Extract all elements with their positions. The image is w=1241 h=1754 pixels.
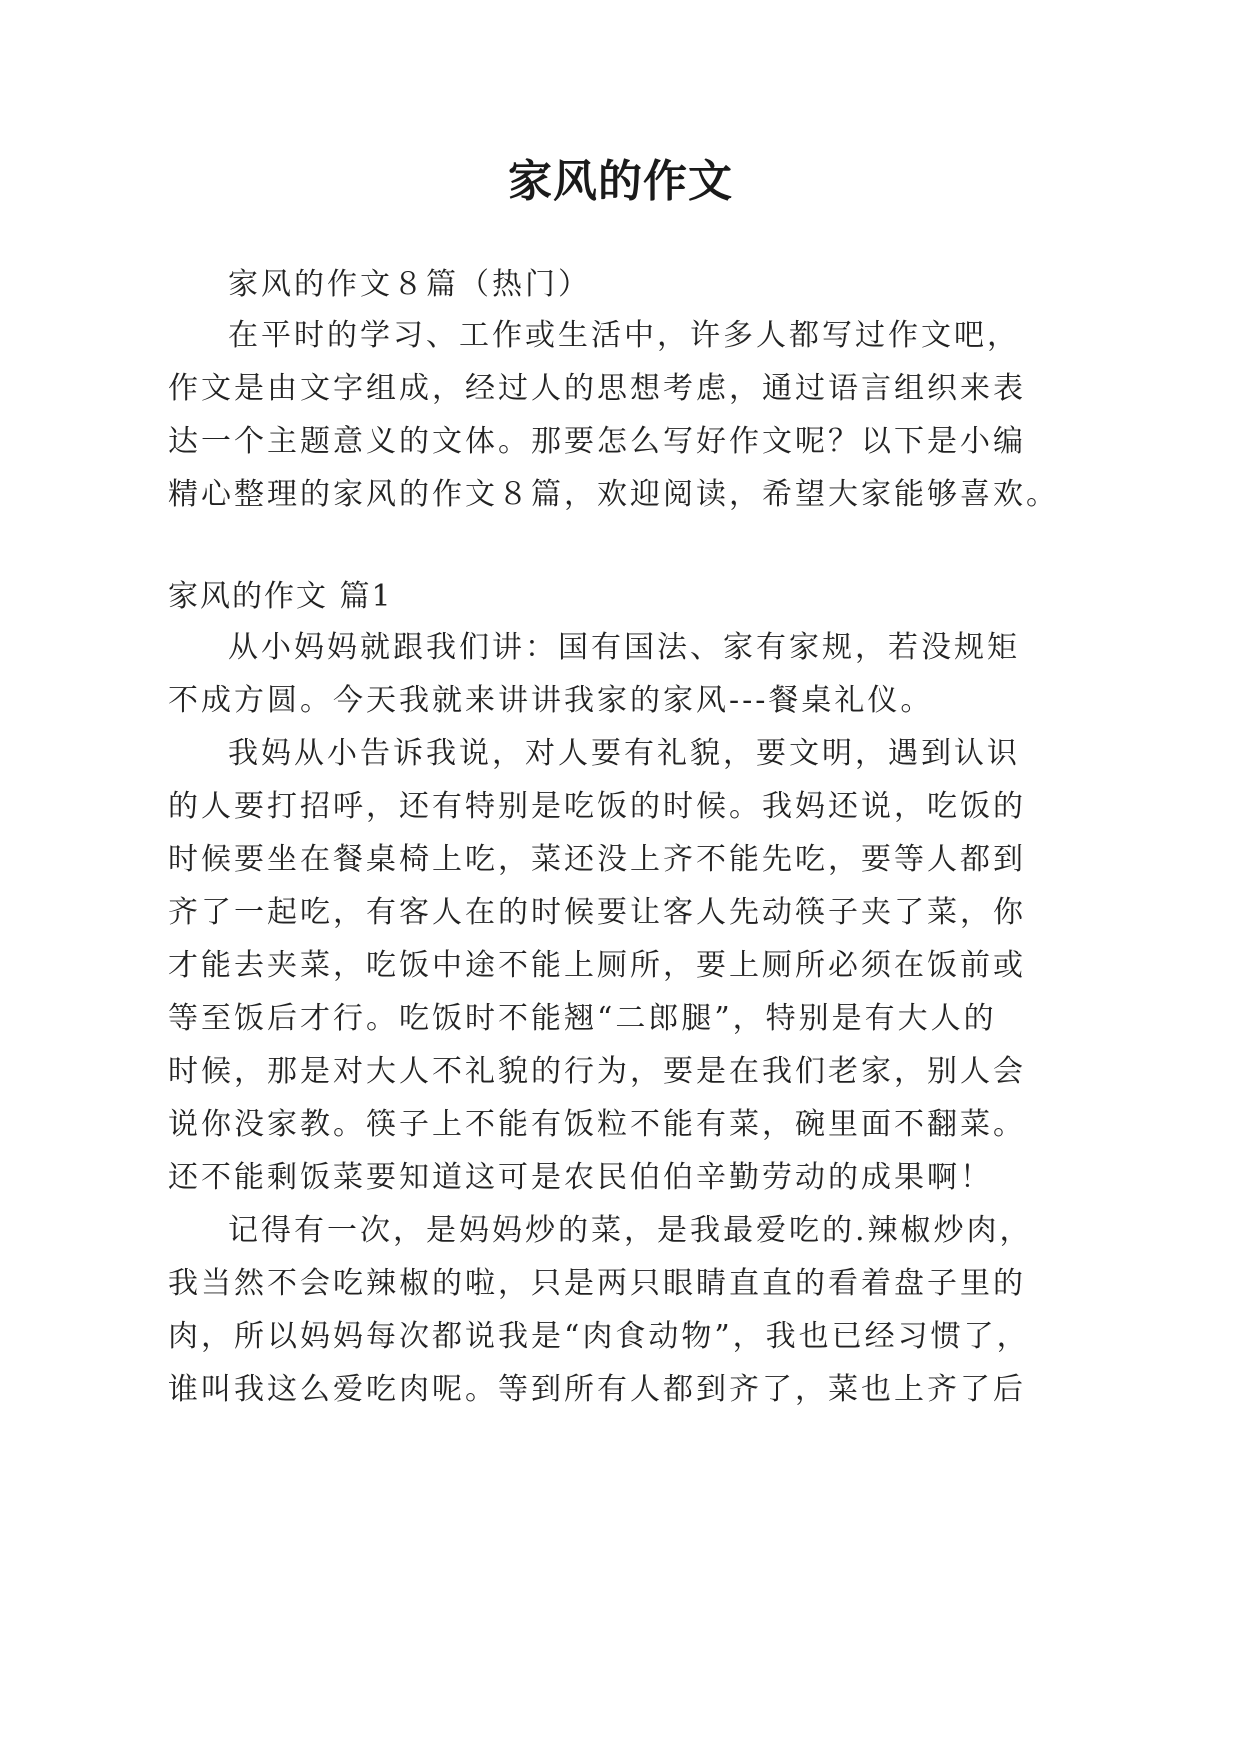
paragraph-line: 记得有一次，是妈妈炒的菜，是我最爱吃的.辣椒炒肉， bbox=[228, 1213, 1033, 1248]
intro-line: 精心整理的家风的作文８篇，欢迎阅读，希望大家能够喜欢。 bbox=[168, 477, 1059, 512]
paragraph-line: 我妈从小告诉我说，对人要有礼貌，要文明，遇到认识 bbox=[228, 736, 1020, 771]
paragraph-line: 齐了一起吃，有客人在的时候要让客人先动筷子夹了菜，你 bbox=[168, 895, 1026, 930]
paragraph-line: 的人要打招呼，还有特别是吃饭的时候。我妈还说，吃饭的 bbox=[168, 789, 1026, 824]
paragraph-line: 不成方圆。今天我就来讲讲我家的家风---餐桌礼仪。 bbox=[168, 683, 934, 718]
paragraph-line: 说你没家教。筷子上不能有饭粒不能有菜，碗里面不翻菜。 bbox=[168, 1107, 1026, 1142]
paragraph-line: 从小妈妈就跟我们讲：国有国法、家有家规，若没规矩 bbox=[228, 630, 1020, 665]
document-title: 家风的作文 bbox=[508, 156, 733, 207]
paragraph-line: 才能去夹菜，吃饭中途不能上厕所，要上厕所必须在饭前或 bbox=[168, 948, 1026, 983]
paragraph-line: 肉，所以妈妈每次都说我是“肉食动物”，我也已经习惯了， bbox=[168, 1319, 1030, 1354]
paragraph-line: 时候，那是对大人不礼貌的行为，要是在我们老家，别人会 bbox=[168, 1054, 1026, 1089]
paragraph-line: 谁叫我这么爱吃肉呢。等到所有人都到齐了，菜也上齐了后 bbox=[168, 1372, 1026, 1407]
paragraph-line: 还不能剩饭菜要知道这可是农民伯伯辛勤劳动的成果啊！ bbox=[168, 1160, 993, 1195]
paragraph-line: 等至饭后才行。吃饭时不能翘“二郎腿”，特别是有大人的 bbox=[168, 1001, 997, 1036]
intro-line: 达一个主题意义的文体。那要怎么写好作文呢？以下是小编 bbox=[168, 424, 1026, 459]
intro-line: 在平时的学习、工作或生活中，许多人都写过作文吧， bbox=[228, 318, 1020, 353]
intro-subtitle: 家风的作文８篇（热门） bbox=[228, 267, 591, 302]
paragraph-line: 时候要坐在餐桌椅上吃，菜还没上齐不能先吃，要等人都到 bbox=[168, 842, 1026, 877]
intro-line: 作文是由文字组成，经过人的思想考虑，通过语言组织来表 bbox=[168, 371, 1026, 406]
section-heading: 家风的作文 篇1 bbox=[168, 579, 393, 614]
paragraph-line: 我当然不会吃辣椒的啦，只是两只眼睛直直的看着盘子里的 bbox=[168, 1266, 1026, 1301]
